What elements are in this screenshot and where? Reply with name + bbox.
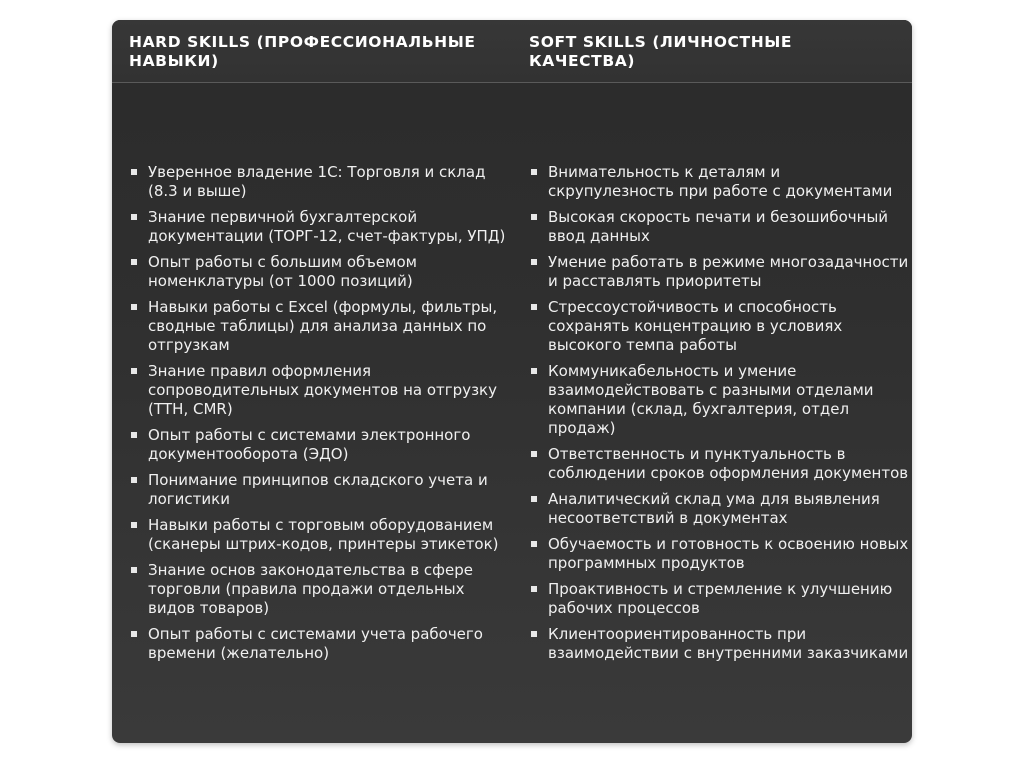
hard-skills-column	[129, 83, 512, 743]
list-item	[529, 535, 909, 573]
square-bullet-icon	[531, 541, 537, 547]
skills-card	[112, 20, 912, 743]
soft-skills-column	[529, 83, 909, 743]
square-bullet-icon	[531, 496, 537, 502]
list-item	[129, 362, 512, 419]
list-item-text: Стрессоустойчивость и способность сохранять концентрацию в условиях высокого темпа работы	[548, 298, 843, 354]
list-item	[529, 208, 909, 246]
square-bullet-icon	[131, 567, 137, 573]
square-bullet-icon	[531, 586, 537, 592]
list-item	[529, 163, 909, 201]
list-item-text: Коммуникабельность и умение взаимодействовать с разными отделами компании (склад, бухгалтерия, отдел продаж)	[548, 362, 874, 437]
list-item	[129, 516, 512, 554]
list-item-text: Опыт работы с системами электронного документооборота (ЭДО)	[148, 426, 471, 463]
square-bullet-icon	[531, 368, 537, 374]
list-item-text: Обучаемость и готовность к освоению новых программных продуктов	[548, 535, 909, 572]
list-item-text: Навыки работы с торговым оборудованием (сканеры штрих-кодов, принтеры этикеток)	[148, 516, 499, 553]
list-item-text: Опыт работы с большим объемом номенклатуры (от 1000 позиций)	[148, 253, 417, 290]
list-item-text: Знание основ законодательства в сфере торговли (правила продажи отдельных видов товаров)	[148, 561, 473, 617]
list-item-text: Знание первичной бухгалтерской документации (ТОРГ-12, счет-фактуры, УПД)	[148, 208, 506, 245]
square-bullet-icon	[131, 477, 137, 483]
list-item-text: Высокая скорость печати и безошибочный ввод данных	[548, 208, 889, 245]
soft-skills-list	[529, 163, 909, 663]
list-item-text: Понимание принципов складского учета и логистики	[148, 471, 488, 508]
list-item-text: Ответственность и пунктуальность в соблюдении сроков оформления документов	[548, 445, 909, 482]
list-item	[529, 490, 909, 528]
list-item	[529, 298, 909, 355]
square-bullet-icon	[131, 169, 137, 175]
list-item-text: Знание правил оформления сопроводительных документов на отгрузку (ТТН, CMR)	[148, 362, 497, 418]
square-bullet-icon	[531, 259, 537, 265]
list-item	[529, 580, 909, 618]
square-bullet-icon	[131, 214, 137, 220]
list-item	[129, 426, 512, 464]
list-item	[129, 471, 512, 509]
list-item-text: Навыки работы с Excel (формулы, фильтры, сводные таблицы) для анализа данных по отгрузкам	[148, 298, 498, 354]
list-item	[129, 298, 512, 355]
hard-skills-list	[129, 163, 512, 663]
square-bullet-icon	[131, 259, 137, 265]
square-bullet-icon	[531, 214, 537, 220]
list-item-text: Уверенное владение 1С: Торговля и склад (8.3 и выше)	[148, 163, 486, 200]
list-item	[129, 163, 512, 201]
list-item-text: Опыт работы с системами учета рабочего времени (желательно)	[148, 625, 483, 662]
list-item	[129, 208, 512, 246]
list-item	[129, 561, 512, 618]
square-bullet-icon	[531, 631, 537, 637]
list-item	[529, 625, 909, 663]
square-bullet-icon	[131, 432, 137, 438]
list-item-text: Умение работать в режиме многозадачности и расставлять приоритеты	[548, 253, 909, 290]
list-item-text: Проактивность и стремление к улучшению рабочих процессов	[548, 580, 893, 617]
list-item	[129, 253, 512, 291]
square-bullet-icon	[131, 522, 137, 528]
skills-header	[112, 20, 912, 83]
list-item-text: Аналитический склад ума для выявления несоответствий в документах	[548, 490, 880, 527]
list-item	[529, 445, 909, 483]
square-bullet-icon	[131, 631, 137, 637]
soft-skills-title: SOFT SKILLS (ЛИЧНОСТНЫЕ КАЧЕСТВА)	[529, 33, 793, 70]
square-bullet-icon	[131, 368, 137, 374]
square-bullet-icon	[131, 304, 137, 310]
list-item-text: Клиентоориентированность при взаимодействии с внутренними заказчиками	[548, 625, 909, 662]
list-item	[129, 625, 512, 663]
list-item	[529, 362, 909, 438]
square-bullet-icon	[531, 169, 537, 175]
square-bullet-icon	[531, 451, 537, 457]
list-item	[529, 253, 909, 291]
list-item-text: Внимательность к деталям и скрупулезность при работе с документами	[548, 163, 893, 200]
square-bullet-icon	[531, 304, 537, 310]
hard-skills-title: HARD SKILLS (ПРОФЕССИОНАЛЬНЫЕ НАВЫКИ)	[129, 33, 476, 70]
